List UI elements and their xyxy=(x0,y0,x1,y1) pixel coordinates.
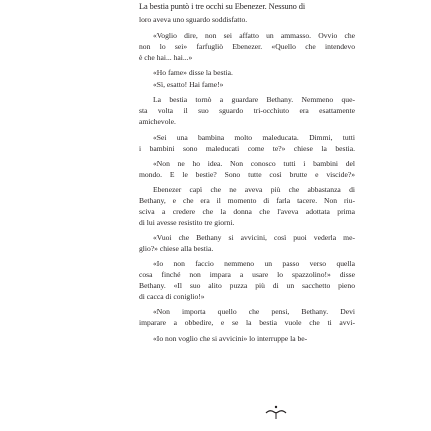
text-line: loro aveva uno sguardo soddisfatto. xyxy=(139,15,248,24)
text-line: Ebenezer capì che ne aveva più che abbastanza di xyxy=(153,185,355,194)
text-line: Bethany, e che era il momento di farla tacere. Non riu- xyxy=(139,196,355,205)
text-line: è che hai... hai...» xyxy=(139,53,193,62)
text-line: Bethany. «Il suo alito puzza più di un sacchetto pieno xyxy=(139,281,355,290)
text-line: La bestia tornò a guardare Bethany. Nemmeno que- xyxy=(153,95,355,104)
text-line: «Voglio dire, non sei affatto un ammasso. Ovvio che xyxy=(153,31,355,40)
text-line: «Io non faccio nemmeno un passo verso quella xyxy=(153,259,355,268)
text-line: «Sì, esatto! Hai fame!» xyxy=(153,80,224,89)
text-line: di lui avesse resistito tre giorni. xyxy=(139,218,235,227)
text-line: imparare a obbedire, e se la bestia vuole che ti avvi- xyxy=(139,318,355,327)
text-line: sta volta il suo sguardo tri-occhiuto era esattamente xyxy=(139,106,355,115)
text-line: «Vuoi che Bethany si avvicini, così puoi vederla me- xyxy=(153,233,355,242)
text-line: «Ho fame» disse la bestia. xyxy=(153,68,233,77)
text-line: «Io non voglio che si avvicini» lo interruppe la be- xyxy=(153,334,308,343)
text-line: glio?» chiese alla bestia. xyxy=(139,244,214,253)
text-line: cosa finché non impara a usare lo spazzolino!» disse xyxy=(139,270,355,279)
text-line: «Non ne ho idea. Non conosco tutti i bambini del xyxy=(153,159,355,168)
text-line: sciva a credere che la donna che l'aveva adottata prima xyxy=(139,207,355,216)
text-line: «Sei una bambina molto maleducata. Dimmi, tutti xyxy=(153,133,355,142)
text-line: amichevole. xyxy=(139,117,176,126)
tilde-ornament-icon xyxy=(265,405,287,421)
text-line: i bambini sono maleducati come te?» chiese la bestia. xyxy=(139,144,355,153)
text-line: La bestia puntò i tre occhi su Ebenezer. Nessuno di xyxy=(139,2,306,11)
text-line: non lo sei» farfugliò Ebenezer. «Quello che intendevo xyxy=(139,42,355,51)
text-line: «Non importa quello che pensi, Bethany. Devi xyxy=(153,307,355,316)
text-line: mondo. E le bestie? Sono tutte così brutte e viscide?» xyxy=(139,170,355,179)
text-line: di cacca di coniglio!» xyxy=(139,292,205,301)
